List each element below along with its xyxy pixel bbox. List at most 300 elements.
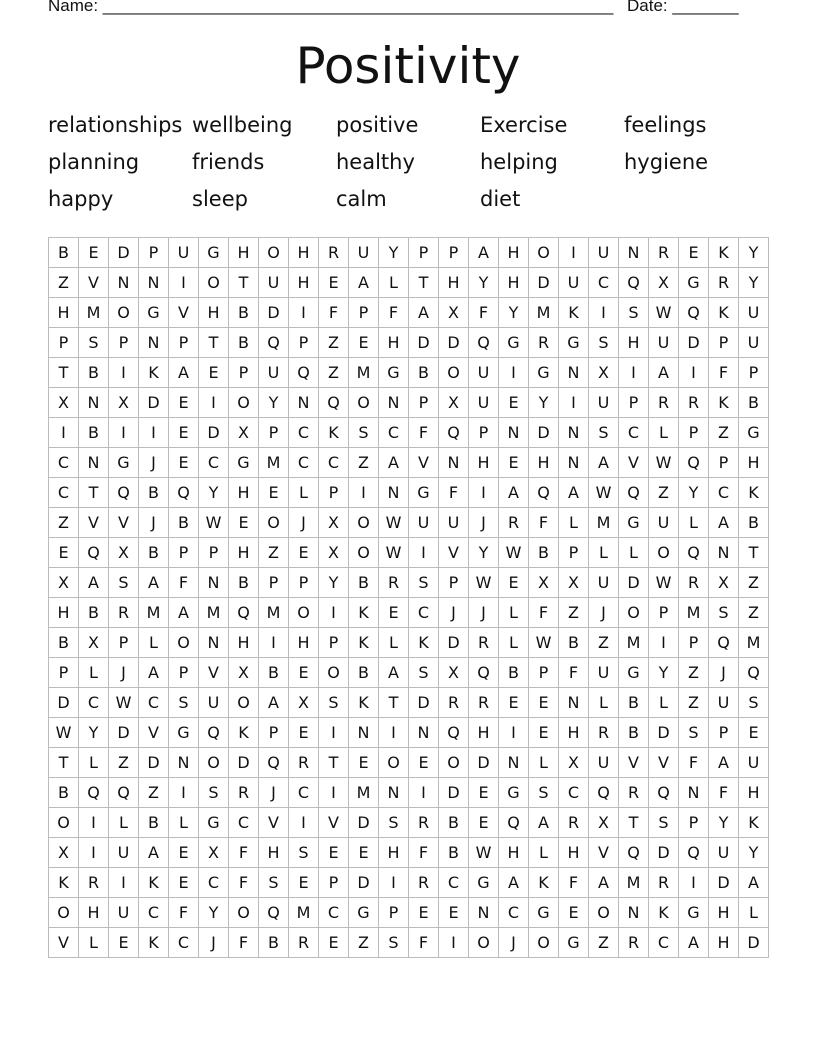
grid-cell[interactable]: G [139, 298, 169, 328]
grid-cell[interactable]: D [349, 808, 379, 838]
grid-cell[interactable]: K [49, 868, 79, 898]
grid-cell[interactable]: A [169, 598, 199, 628]
grid-cell[interactable]: C [319, 448, 349, 478]
grid-cell[interactable]: E [499, 448, 529, 478]
grid-cell[interactable]: T [319, 748, 349, 778]
grid-cell[interactable]: J [499, 928, 529, 958]
grid-cell[interactable]: J [589, 598, 619, 628]
grid-cell[interactable]: U [589, 748, 619, 778]
grid-cell[interactable]: N [169, 748, 199, 778]
grid-cell[interactable]: P [649, 598, 679, 628]
grid-cell[interactable]: B [229, 328, 259, 358]
grid-cell[interactable]: A [349, 268, 379, 298]
grid-cell[interactable]: D [139, 388, 169, 418]
grid-cell[interactable]: I [619, 358, 649, 388]
grid-cell[interactable]: F [169, 898, 199, 928]
grid-cell[interactable]: N [559, 688, 589, 718]
grid-cell[interactable]: I [559, 388, 589, 418]
grid-cell[interactable]: K [139, 358, 169, 388]
grid-cell[interactable]: V [49, 928, 79, 958]
grid-cell[interactable]: A [679, 928, 709, 958]
grid-cell[interactable]: C [289, 448, 319, 478]
grid-cell[interactable]: X [229, 418, 259, 448]
grid-cell[interactable]: R [229, 778, 259, 808]
grid-cell[interactable]: L [79, 658, 109, 688]
grid-cell[interactable]: Q [679, 298, 709, 328]
grid-cell[interactable]: Q [709, 628, 739, 658]
grid-cell[interactable]: N [199, 568, 229, 598]
grid-cell[interactable]: R [559, 808, 589, 838]
grid-cell[interactable]: B [79, 598, 109, 628]
grid-cell[interactable]: D [739, 928, 769, 958]
grid-cell[interactable]: A [169, 358, 199, 388]
grid-cell[interactable]: P [259, 718, 289, 748]
grid-cell[interactable]: P [169, 538, 199, 568]
grid-cell[interactable]: T [739, 538, 769, 568]
grid-cell[interactable]: U [649, 508, 679, 538]
grid-cell[interactable]: U [739, 328, 769, 358]
grid-cell[interactable]: Y [499, 298, 529, 328]
grid-cell[interactable]: P [199, 538, 229, 568]
grid-cell[interactable]: P [439, 238, 469, 268]
grid-cell[interactable]: I [259, 628, 289, 658]
grid-cell[interactable]: O [439, 358, 469, 388]
grid-cell[interactable]: R [649, 388, 679, 418]
grid-cell[interactable]: E [559, 898, 589, 928]
grid-cell[interactable]: R [679, 388, 709, 418]
grid-cell[interactable]: N [349, 718, 379, 748]
grid-cell[interactable]: H [379, 838, 409, 868]
grid-cell[interactable]: V [79, 268, 109, 298]
grid-cell[interactable]: N [109, 268, 139, 298]
grid-cell[interactable]: R [409, 808, 439, 838]
grid-cell[interactable]: L [739, 898, 769, 928]
grid-cell[interactable]: Q [739, 658, 769, 688]
grid-cell[interactable]: A [529, 808, 559, 838]
grid-cell[interactable]: Q [319, 388, 349, 418]
grid-cell[interactable]: Q [529, 478, 559, 508]
grid-cell[interactable]: R [79, 868, 109, 898]
grid-cell[interactable]: A [379, 658, 409, 688]
grid-cell[interactable]: P [259, 568, 289, 598]
grid-cell[interactable]: D [649, 718, 679, 748]
grid-cell[interactable]: O [229, 388, 259, 418]
grid-cell[interactable]: H [529, 448, 559, 478]
grid-cell[interactable]: I [169, 268, 199, 298]
grid-cell[interactable]: X [109, 388, 139, 418]
grid-cell[interactable]: O [349, 508, 379, 538]
grid-cell[interactable]: P [289, 328, 319, 358]
grid-cell[interactable]: U [709, 838, 739, 868]
grid-cell[interactable]: I [109, 418, 139, 448]
grid-cell[interactable]: U [649, 328, 679, 358]
grid-cell[interactable]: Y [649, 658, 679, 688]
grid-cell[interactable]: I [649, 628, 679, 658]
grid-cell[interactable]: X [529, 568, 559, 598]
grid-cell[interactable]: O [49, 898, 79, 928]
grid-cell[interactable]: E [169, 418, 199, 448]
grid-cell[interactable]: T [379, 688, 409, 718]
grid-cell[interactable]: R [709, 268, 739, 298]
grid-cell[interactable]: C [49, 478, 79, 508]
grid-cell[interactable]: Z [649, 478, 679, 508]
grid-cell[interactable]: F [559, 868, 589, 898]
grid-cell[interactable]: H [379, 328, 409, 358]
grid-cell[interactable]: K [559, 298, 589, 328]
grid-cell[interactable]: P [319, 628, 349, 658]
grid-cell[interactable]: B [739, 388, 769, 418]
grid-cell[interactable]: E [349, 838, 379, 868]
grid-cell[interactable]: L [79, 748, 109, 778]
grid-cell[interactable]: G [199, 808, 229, 838]
grid-cell[interactable]: D [529, 268, 559, 298]
grid-cell[interactable]: E [229, 508, 259, 538]
grid-cell[interactable]: K [229, 718, 259, 748]
grid-cell[interactable]: E [739, 718, 769, 748]
grid-cell[interactable]: E [289, 868, 319, 898]
grid-cell[interactable]: P [139, 238, 169, 268]
grid-cell[interactable]: Y [469, 268, 499, 298]
grid-cell[interactable]: S [379, 808, 409, 838]
grid-cell[interactable]: Z [559, 598, 589, 628]
grid-cell[interactable]: C [289, 778, 319, 808]
grid-cell[interactable]: I [409, 538, 439, 568]
grid-cell[interactable]: J [469, 598, 499, 628]
grid-cell[interactable]: S [529, 778, 559, 808]
grid-cell[interactable]: H [49, 298, 79, 328]
grid-cell[interactable]: Y [379, 238, 409, 268]
grid-cell[interactable]: L [379, 268, 409, 298]
grid-cell[interactable]: P [679, 808, 709, 838]
grid-cell[interactable]: B [49, 628, 79, 658]
grid-cell[interactable]: J [709, 658, 739, 688]
grid-cell[interactable]: K [409, 628, 439, 658]
grid-cell[interactable]: J [139, 448, 169, 478]
grid-cell[interactable]: U [199, 688, 229, 718]
grid-cell[interactable]: E [49, 538, 79, 568]
grid-cell[interactable]: E [499, 568, 529, 598]
grid-cell[interactable]: B [259, 928, 289, 958]
grid-cell[interactable]: U [469, 358, 499, 388]
grid-cell[interactable]: Y [469, 538, 499, 568]
grid-cell[interactable]: X [79, 628, 109, 658]
grid-cell[interactable]: I [49, 418, 79, 448]
grid-cell[interactable]: Y [739, 838, 769, 868]
grid-cell[interactable]: E [169, 448, 199, 478]
grid-cell[interactable]: P [739, 358, 769, 388]
grid-cell[interactable]: O [49, 808, 79, 838]
grid-cell[interactable]: H [739, 448, 769, 478]
grid-cell[interactable]: P [709, 328, 739, 358]
grid-cell[interactable]: K [709, 298, 739, 328]
grid-cell[interactable]: L [649, 418, 679, 448]
grid-cell[interactable]: O [379, 748, 409, 778]
grid-cell[interactable]: O [529, 238, 559, 268]
grid-cell[interactable]: X [289, 688, 319, 718]
grid-cell[interactable]: N [559, 448, 589, 478]
grid-cell[interactable]: N [679, 778, 709, 808]
grid-cell[interactable]: I [319, 598, 349, 628]
grid-cell[interactable]: Y [709, 808, 739, 838]
grid-cell[interactable]: L [79, 928, 109, 958]
grid-cell[interactable]: O [169, 628, 199, 658]
grid-cell[interactable]: R [589, 718, 619, 748]
grid-cell[interactable]: P [259, 418, 289, 448]
grid-cell[interactable]: P [679, 628, 709, 658]
grid-cell[interactable]: B [619, 718, 649, 748]
grid-cell[interactable]: U [259, 268, 289, 298]
grid-cell[interactable]: H [229, 478, 259, 508]
grid-cell[interactable]: B [229, 298, 259, 328]
grid-cell[interactable]: H [289, 628, 319, 658]
grid-cell[interactable]: F [229, 838, 259, 868]
grid-cell[interactable]: V [139, 718, 169, 748]
grid-cell[interactable]: S [409, 568, 439, 598]
grid-cell[interactable]: V [619, 748, 649, 778]
grid-cell[interactable]: P [169, 328, 199, 358]
grid-cell[interactable]: K [649, 898, 679, 928]
grid-cell[interactable]: S [589, 418, 619, 448]
grid-cell[interactable]: H [739, 778, 769, 808]
grid-cell[interactable]: L [139, 628, 169, 658]
grid-cell[interactable]: G [199, 238, 229, 268]
grid-cell[interactable]: E [679, 238, 709, 268]
grid-cell[interactable]: B [79, 358, 109, 388]
grid-cell[interactable]: Q [469, 328, 499, 358]
grid-cell[interactable]: L [679, 508, 709, 538]
grid-cell[interactable]: D [439, 628, 469, 658]
grid-cell[interactable]: N [439, 448, 469, 478]
grid-cell[interactable]: N [499, 748, 529, 778]
grid-cell[interactable]: E [319, 928, 349, 958]
grid-cell[interactable]: N [709, 538, 739, 568]
grid-cell[interactable]: H [469, 448, 499, 478]
grid-cell[interactable]: N [199, 628, 229, 658]
grid-cell[interactable]: O [259, 508, 289, 538]
grid-cell[interactable]: O [529, 928, 559, 958]
grid-cell[interactable]: O [589, 898, 619, 928]
grid-cell[interactable]: F [439, 478, 469, 508]
grid-cell[interactable]: B [739, 508, 769, 538]
grid-cell[interactable]: A [649, 358, 679, 388]
grid-cell[interactable]: N [379, 388, 409, 418]
grid-cell[interactable]: F [709, 778, 739, 808]
grid-cell[interactable]: O [439, 748, 469, 778]
grid-cell[interactable]: Y [529, 388, 559, 418]
grid-cell[interactable]: H [559, 718, 589, 748]
grid-cell[interactable]: P [109, 628, 139, 658]
grid-cell[interactable]: E [259, 478, 289, 508]
grid-cell[interactable]: V [259, 808, 289, 838]
grid-cell[interactable]: U [469, 388, 499, 418]
grid-cell[interactable]: B [619, 688, 649, 718]
grid-cell[interactable]: L [529, 748, 559, 778]
grid-cell[interactable]: A [139, 838, 169, 868]
grid-cell[interactable]: V [169, 298, 199, 328]
grid-cell[interactable]: S [319, 688, 349, 718]
grid-cell[interactable]: A [379, 448, 409, 478]
grid-cell[interactable]: O [319, 658, 349, 688]
grid-cell[interactable]: M [619, 628, 649, 658]
grid-cell[interactable]: W [469, 568, 499, 598]
grid-cell[interactable]: Z [49, 268, 79, 298]
grid-cell[interactable]: S [109, 568, 139, 598]
grid-cell[interactable]: I [559, 238, 589, 268]
grid-cell[interactable]: H [49, 598, 79, 628]
grid-cell[interactable]: M [79, 298, 109, 328]
grid-cell[interactable]: B [349, 568, 379, 598]
grid-cell[interactable]: I [379, 868, 409, 898]
grid-cell[interactable]: L [589, 688, 619, 718]
grid-cell[interactable]: I [469, 478, 499, 508]
grid-cell[interactable]: P [709, 448, 739, 478]
grid-cell[interactable]: U [589, 238, 619, 268]
grid-cell[interactable]: Q [109, 778, 139, 808]
grid-cell[interactable]: Z [739, 598, 769, 628]
grid-cell[interactable]: L [559, 508, 589, 538]
grid-cell[interactable]: B [49, 778, 79, 808]
grid-cell[interactable]: P [409, 238, 439, 268]
grid-cell[interactable]: D [109, 718, 139, 748]
grid-cell[interactable]: N [499, 418, 529, 448]
grid-cell[interactable]: D [619, 568, 649, 598]
grid-cell[interactable]: N [619, 898, 649, 928]
grid-cell[interactable]: S [649, 808, 679, 838]
grid-cell[interactable]: Q [679, 838, 709, 868]
grid-cell[interactable]: N [379, 778, 409, 808]
grid-cell[interactable]: H [229, 628, 259, 658]
grid-cell[interactable]: O [349, 538, 379, 568]
grid-cell[interactable]: Y [319, 568, 349, 598]
grid-cell[interactable]: E [529, 718, 559, 748]
grid-cell[interactable]: Y [79, 718, 109, 748]
grid-cell[interactable]: R [319, 238, 349, 268]
grid-cell[interactable]: F [409, 838, 439, 868]
grid-cell[interactable]: E [349, 748, 379, 778]
grid-cell[interactable]: X [649, 268, 679, 298]
grid-cell[interactable]: M [529, 298, 559, 328]
grid-cell[interactable]: X [439, 298, 469, 328]
grid-cell[interactable]: L [589, 538, 619, 568]
grid-cell[interactable]: X [709, 568, 739, 598]
grid-cell[interactable]: A [499, 478, 529, 508]
grid-cell[interactable]: W [199, 508, 229, 538]
grid-cell[interactable]: I [169, 778, 199, 808]
grid-cell[interactable]: R [619, 778, 649, 808]
grid-cell[interactable]: E [379, 598, 409, 628]
grid-cell[interactable]: X [49, 568, 79, 598]
grid-cell[interactable]: K [139, 928, 169, 958]
grid-cell[interactable]: B [349, 658, 379, 688]
grid-cell[interactable]: U [409, 508, 439, 538]
grid-cell[interactable]: O [649, 538, 679, 568]
grid-cell[interactable]: Z [589, 928, 619, 958]
grid-cell[interactable]: U [589, 658, 619, 688]
grid-cell[interactable]: H [199, 298, 229, 328]
grid-cell[interactable]: X [109, 538, 139, 568]
grid-cell[interactable]: V [649, 748, 679, 778]
grid-cell[interactable]: Q [679, 538, 709, 568]
grid-cell[interactable]: S [259, 868, 289, 898]
grid-cell[interactable]: Q [289, 358, 319, 388]
grid-cell[interactable]: R [499, 508, 529, 538]
grid-cell[interactable]: J [259, 778, 289, 808]
grid-cell[interactable]: E [499, 688, 529, 718]
grid-cell[interactable]: G [349, 898, 379, 928]
grid-cell[interactable]: K [529, 868, 559, 898]
grid-cell[interactable]: X [439, 388, 469, 418]
grid-cell[interactable]: Q [259, 748, 289, 778]
grid-cell[interactable]: M [589, 508, 619, 538]
grid-cell[interactable]: Z [109, 748, 139, 778]
grid-cell[interactable]: R [469, 628, 499, 658]
grid-cell[interactable]: B [169, 508, 199, 538]
grid-cell[interactable]: F [469, 298, 499, 328]
grid-cell[interactable]: P [319, 868, 349, 898]
grid-cell[interactable]: G [409, 478, 439, 508]
grid-cell[interactable]: Q [499, 808, 529, 838]
grid-cell[interactable]: G [619, 508, 649, 538]
grid-cell[interactable]: P [529, 658, 559, 688]
grid-cell[interactable]: N [619, 238, 649, 268]
grid-cell[interactable]: Z [49, 508, 79, 538]
grid-cell[interactable]: O [229, 688, 259, 718]
grid-cell[interactable]: H [709, 898, 739, 928]
grid-cell[interactable]: L [619, 538, 649, 568]
grid-cell[interactable]: I [499, 358, 529, 388]
grid-cell[interactable]: G [559, 328, 589, 358]
grid-cell[interactable]: Q [109, 478, 139, 508]
grid-cell[interactable]: H [289, 238, 319, 268]
grid-cell[interactable]: H [229, 238, 259, 268]
grid-cell[interactable]: P [439, 568, 469, 598]
grid-cell[interactable]: E [529, 688, 559, 718]
grid-cell[interactable]: A [79, 568, 109, 598]
grid-cell[interactable]: C [199, 868, 229, 898]
grid-cell[interactable]: J [199, 928, 229, 958]
grid-cell[interactable]: V [409, 448, 439, 478]
grid-cell[interactable]: Q [199, 718, 229, 748]
grid-cell[interactable]: O [229, 898, 259, 928]
grid-cell[interactable]: C [439, 868, 469, 898]
grid-cell[interactable]: Z [319, 328, 349, 358]
grid-cell[interactable]: C [319, 898, 349, 928]
grid-cell[interactable]: W [589, 478, 619, 508]
grid-cell[interactable]: J [469, 508, 499, 538]
grid-cell[interactable]: E [289, 658, 319, 688]
grid-cell[interactable]: V [589, 838, 619, 868]
grid-cell[interactable]: H [439, 268, 469, 298]
grid-cell[interactable]: W [49, 718, 79, 748]
grid-cell[interactable]: S [169, 688, 199, 718]
grid-cell[interactable]: P [229, 358, 259, 388]
grid-cell[interactable]: X [589, 358, 619, 388]
grid-cell[interactable]: E [169, 838, 199, 868]
grid-cell[interactable]: C [169, 928, 199, 958]
grid-cell[interactable]: D [649, 838, 679, 868]
grid-cell[interactable]: L [379, 628, 409, 658]
grid-cell[interactable]: B [49, 238, 79, 268]
grid-cell[interactable]: J [289, 508, 319, 538]
grid-cell[interactable]: R [469, 688, 499, 718]
grid-cell[interactable]: P [469, 418, 499, 448]
grid-cell[interactable]: A [259, 688, 289, 718]
grid-cell[interactable]: Q [229, 598, 259, 628]
grid-cell[interactable]: N [139, 268, 169, 298]
grid-cell[interactable]: Z [709, 418, 739, 448]
grid-cell[interactable]: Z [349, 448, 379, 478]
grid-cell[interactable]: P [109, 328, 139, 358]
